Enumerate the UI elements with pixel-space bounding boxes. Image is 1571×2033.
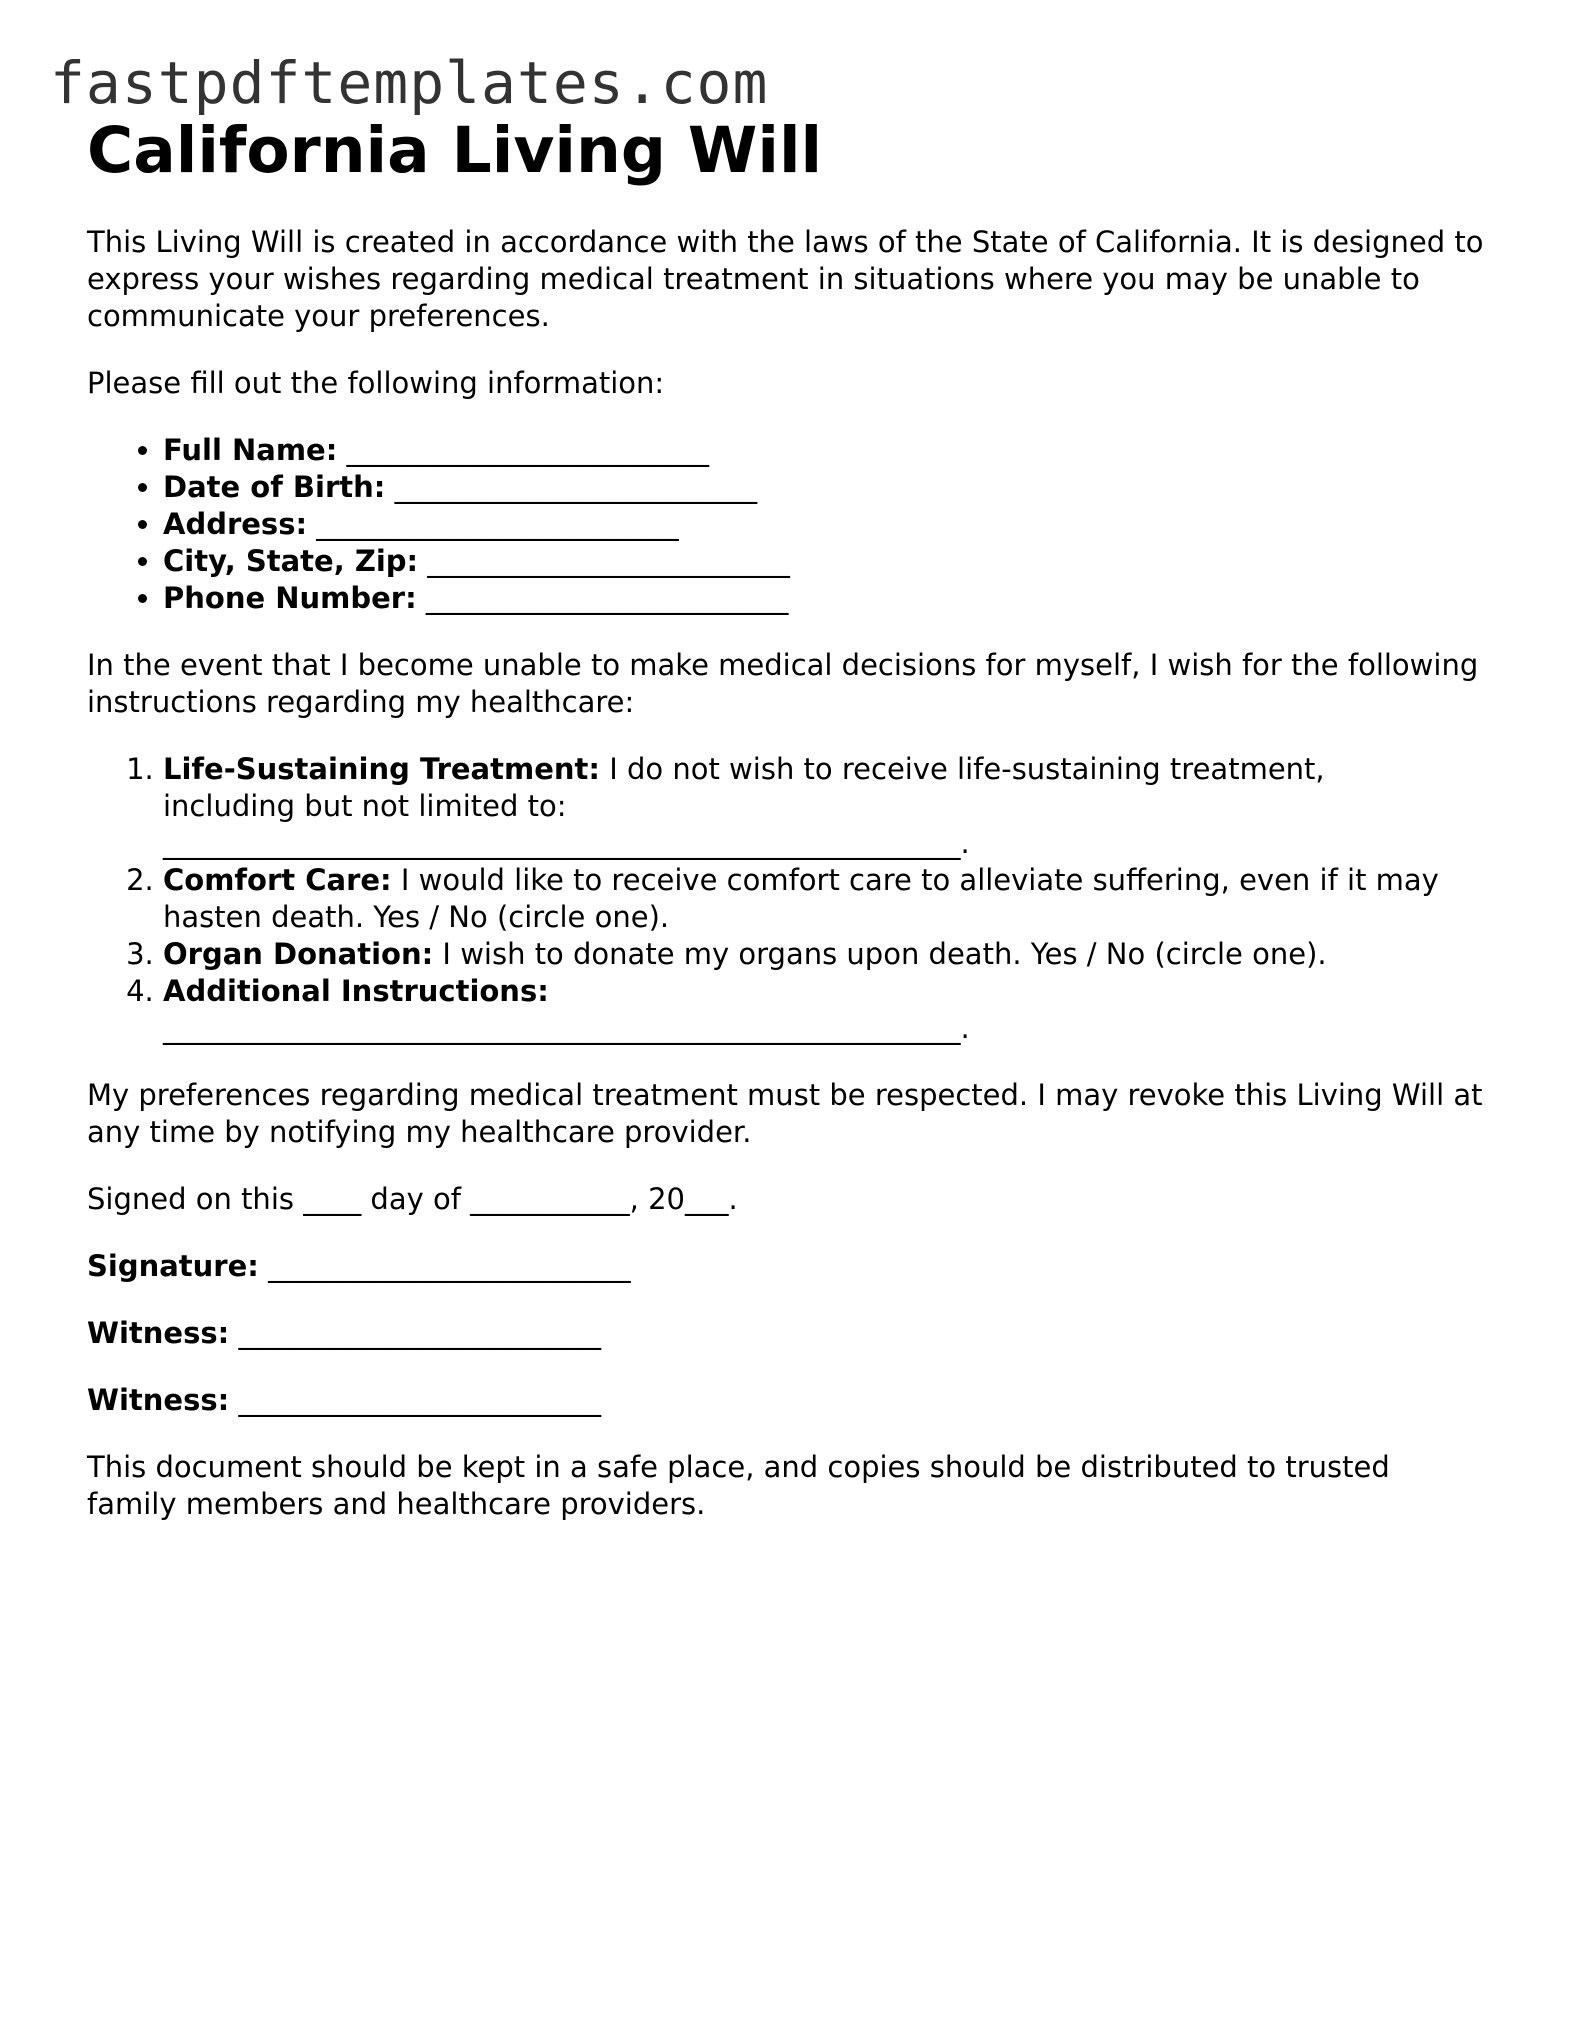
page-title: California Living Will — [87, 114, 823, 187]
field-blank[interactable]: _________________________ — [418, 544, 790, 578]
phone-number-field[interactable] — [163, 580, 1487, 617]
field-label: Date of Birth: — [163, 470, 386, 504]
watermark: fastpdftemplates.com — [50, 49, 769, 117]
field-label: Full Name: — [163, 433, 338, 467]
field-label: Signature: — [87, 1249, 259, 1283]
field-blank[interactable]: _________________________ — [307, 507, 679, 541]
instruction-additional — [163, 973, 1487, 1047]
city-state-zip-field[interactable] — [163, 543, 1487, 580]
closing-paragraph: This document should be kept in a safe place, and copies should be distributed to trusted family members and healthcare providers. — [87, 1450, 1390, 1521]
field-label: Witness: — [87, 1316, 230, 1350]
instruction-text: I would like to receive comfort care to alleviate suffering, even if it may hasten death. Yes / No (circle one). — [163, 863, 1439, 934]
instruction-life-sustaining — [163, 751, 1487, 862]
field-blank[interactable]: _________________________ — [258, 1249, 631, 1283]
field-label: Witness: — [87, 1383, 230, 1417]
instruction-label: Additional Instructions: — [163, 974, 549, 1008]
field-blank[interactable]: _________________________ — [229, 1383, 601, 1417]
instruction-list — [87, 751, 1487, 1047]
instruction-label: Comfort Care: — [163, 863, 392, 897]
info-field-list — [87, 432, 1487, 617]
address-field[interactable] — [163, 506, 1487, 543]
signed-date-line[interactable]: Signed on this ____ day of ___________, 20___. — [87, 1182, 738, 1216]
fill-prompt: Please fill out the following information: — [87, 366, 665, 400]
field-blank[interactable]: _________________________ — [385, 470, 758, 504]
instruction-label: Organ Donation: — [163, 937, 434, 971]
event-paragraph: In the event that I become unable to make medical decisions for myself, I wish for the following instructions regarding my healthcare: — [87, 648, 1479, 719]
field-blank[interactable]: _________________________ — [229, 1316, 601, 1350]
instruction-text: I wish to donate my organs upon death. Yes / No (circle one). — [433, 937, 1327, 971]
witness-field-2[interactable] — [87, 1382, 1487, 1419]
instruction-text: I do not wish to receive life-sustaining treatment, including but not limited to: — [163, 752, 1325, 823]
instruction-label: Life-Sustaining Treatment: — [163, 752, 600, 786]
field-label: City, State, Zip: — [163, 544, 419, 578]
field-blank[interactable]: _________________________ — [337, 433, 710, 467]
instruction-comfort-care — [163, 862, 1487, 936]
instruction-blank-line[interactable]: _______________________________________________________. — [163, 1011, 970, 1045]
document-page — [87, 114, 1487, 1523]
intro-paragraph: This Living Will is created in accordance with the laws of the State of California. It is designed to express your wishes regarding medical treatment in situations where you may be unable to communicate your preferences. — [87, 225, 1484, 333]
field-label: Address: — [163, 507, 308, 541]
respect-paragraph: My preferences regarding medical treatment must be respected. I may revoke this Living Will at any time by notifying my healthcare provider. — [87, 1078, 1483, 1149]
witness-field-1[interactable] — [87, 1315, 1487, 1352]
instruction-blank-line[interactable]: _______________________________________________________. — [163, 826, 970, 860]
full-name-field[interactable] — [163, 432, 1487, 469]
field-label: Phone Number: — [163, 581, 417, 615]
date-of-birth-field[interactable] — [163, 469, 1487, 506]
instruction-organ-donation — [163, 936, 1487, 973]
signature-field[interactable] — [87, 1248, 1487, 1285]
field-blank[interactable]: _________________________ — [416, 581, 789, 615]
